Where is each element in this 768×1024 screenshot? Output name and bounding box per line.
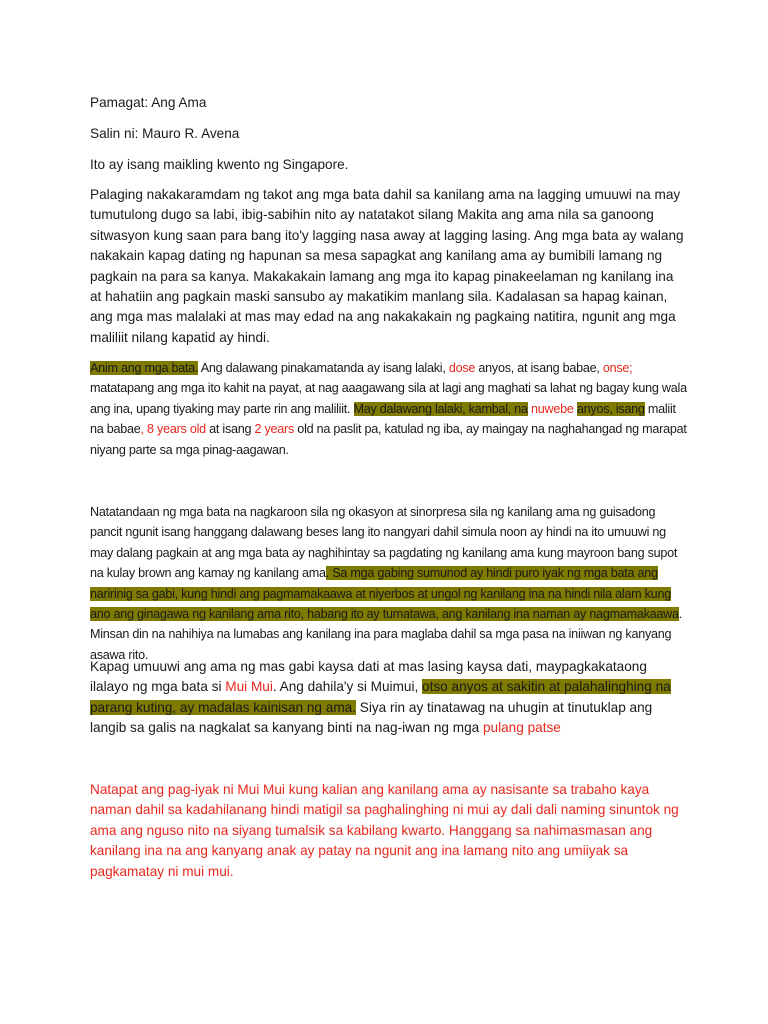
red-text: pulang patse — [482, 720, 561, 736]
paragraph-text: . Ang dahila'y si Muimui, — [272, 679, 423, 695]
highlighted-text: . Sa mga gabing sumunod ay hindi puro iyak ng mga bata ang naririnig sa gabi, kung hindi ang pagmamakaawa at niyerbos at ungol ng kanilang ina na hindi nila alam kung ano ang ginagawa ng kanilang ama rito, habang ito ay tumatawa, ang kanilang ina naman ay nagmamakaawa — [90, 566, 679, 622]
paragraph-text: maliit na babae — [90, 401, 676, 437]
highlighted-text: May dalawang lalaki, kambal, na — [353, 401, 528, 416]
highlighted-text: Anim ang mga bata — [90, 361, 195, 375]
red-text: 2 years — [254, 422, 295, 437]
paragraph-text: anyos, at isang babae, — [475, 361, 603, 375]
red-text: nuwebe — [527, 401, 574, 416]
highlighted-text: otso — [422, 679, 448, 695]
highlighted-text: anyos, isang — [576, 401, 645, 416]
paragraph-5: Natapat ang pag-iyak ni Mui Mui kung kalian ang kanilang ama ay nasisante sa trabaho kaya naman dahil sa kadahilanang hindi matigil sa paghalinghing ni mui ay dali dali naming sinuntok ng ama ang nguso nito na siyang tumalsik sa kabilang kwarto. Hanggang sa nahimasmasan ang kanilang ina na ang kanyang anak ay patay na ngunit ang ina lamang nito ang umiiyak sa pagkamatay ni mui mui. — [90, 782, 679, 879]
red-text: , 8 years old — [140, 422, 206, 437]
paragraph-text: at isang — [205, 422, 255, 437]
paragraph-3 — [90, 502, 688, 665]
intro-line: Ito ay isang maikling kwento ng Singapore. — [90, 157, 349, 172]
paragraph-1: Palaging nakakaramdam ng takot ang mga bata dahil sa kanilang ama na lagging umuuwi na may tumutulong dugo sa labi, ibig-sabihin nito ay natatakot silang Makita ang ama nila sa ganoong sitwasyon kung saan para bang ito'y lagging nasa away at lagging lasing. Ang mga bata ay walang nakakain kapag dating ng hapunan sa mesa sapagkat ang kanilang ama ay bumibili lamang ng pagkain na para sa kanya. Makakakain lamang ang mga ito kapag pinakeelaman ng kanilang ina at hahatiin ang pagkain maski sansubo ay makatikim manlang sila. Kadalasan sa hapag kainan, ang mga mas malalaki at mas may edad na ang nakakakain ng pagkaing natitira, ngunit ang mga maliliit nilang kapatid ay hindi. — [90, 187, 684, 345]
highlighted-text: . — [194, 361, 199, 375]
paragraph-text: Kapag umuuwi ang ama ng mas gabi kaysa dati at mas lasing kaysa dati, maypagkakataong ilalayo ng mga bata si — [90, 659, 647, 695]
highlighted-text: anyos at sakitin at palahalinghing na parang kuting, ay madalas kainisan ng ama. — [90, 679, 671, 715]
paragraph-text: Siya rin ay tinatawag na uhugin at tinutuklap ang langib sa galis na nagkalat sa kanyang binti na nag-iwan ng mga — [90, 699, 653, 736]
title-line: Pamagat: Ang Ama — [90, 95, 207, 110]
red-text: Mui Mui — [225, 679, 273, 695]
paragraph-text: matatapang ang mga ito kahit na payat, at nag aaagawang sila at lagi ang maghati sa lahat ng bagay kung wala ang ina, upang tiyaking may parte rin ang maliliit. — [90, 381, 687, 416]
translator-line: Salin ni: Mauro R. Avena — [90, 126, 240, 141]
red-text: onse; — [602, 361, 633, 375]
paragraph-4 — [90, 657, 688, 739]
paragraph-text: . Minsan din na nahihiya na lumabas ang kanilang ina para maglaba dahil sa mga pasa na iniiwan ng kanyang asawa rito. — [90, 607, 683, 662]
red-text: dose — [448, 361, 476, 375]
paragraph-text: Natatandaan ng mga bata na nagkaroon sila ng okasyon at sinorpresa sila ng kanilang ama ng guisadong pancit ngunit isang hanggang dalawang beses lang ito nangyari dahil simula noon ay hindi na ito umuuwi ng may dalang pagkain at ang mga bata ay naghihintay sa pagdating ng kanilang ama kung mayroon bang supot na kulay brown ang kamay ng kanilang ama — [90, 505, 678, 581]
paragraph-text: old na paslit pa, katulad ng iba, ay maingay na naghahangad ng marapat niyang parte sa mga pinag-aagawan. — [90, 422, 687, 457]
paragraph-text: Ang dalawang pinakamatanda ay isang lalaki, — [198, 361, 449, 375]
paragraph-2 — [90, 358, 688, 460]
